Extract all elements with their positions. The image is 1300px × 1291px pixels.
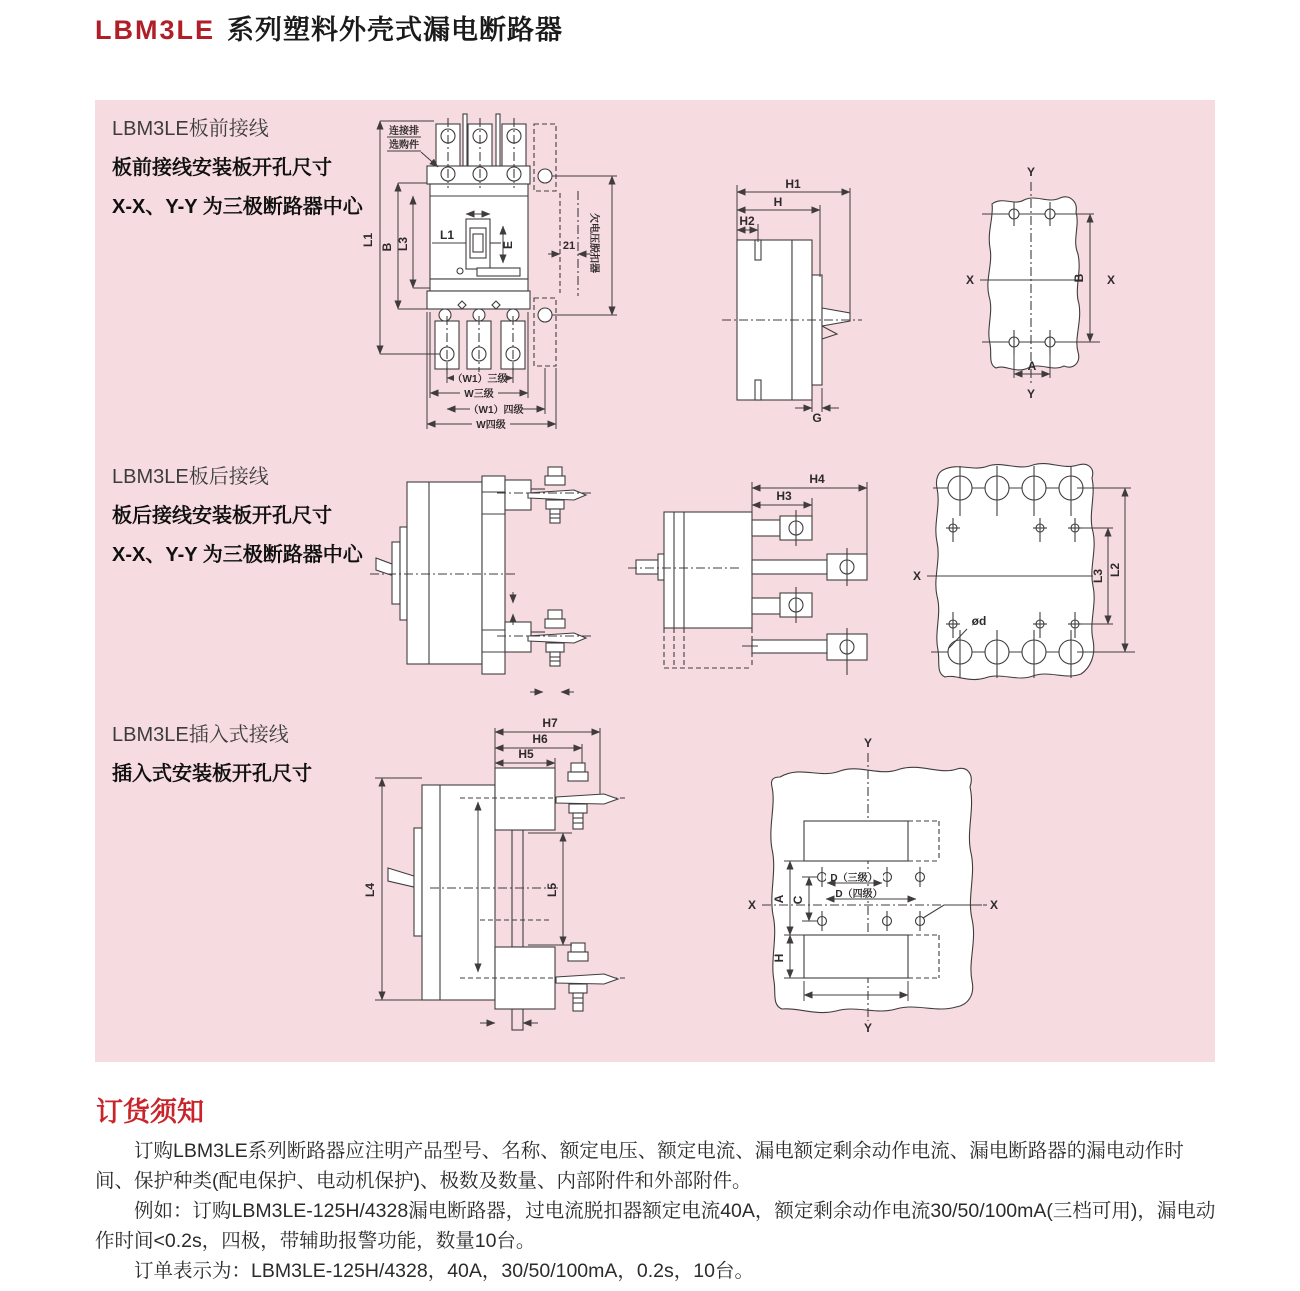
dim-label-21: 21 — [562, 240, 576, 252]
dim-label-H1: H1 — [785, 177, 801, 191]
section-subline: X-X、Y-Y 为三极断路器中心 — [112, 544, 363, 566]
section-subline: 板后接线安装板开孔尺寸 — [112, 505, 332, 527]
axis-label-Y-top: Y — [863, 736, 873, 750]
dim-label-W-3pole: W三级 — [464, 389, 494, 400]
dim-label-H2: H2 — [739, 214, 755, 228]
dim-label-H6: H6 — [532, 732, 548, 746]
notice-paragraph-requirements: 订购LBM3LE系列断路器应注明产品型号、名称、额定电压、额定电流、漏电额定剩余动作电流、漏电断路器的漏电动作时间、保护种类(配电保护、电动机保护)、极数及数量、内部附件和外部附件。 — [95, 1140, 1184, 1192]
section-rear-wiring-label — [112, 460, 392, 577]
dim-label-G: G — [812, 411, 822, 425]
page-title-text: 系列塑料外壳式漏电断路器 — [227, 15, 563, 45]
breaker-body — [388, 785, 495, 1000]
dim-label-D-3pole: D（三级） — [830, 873, 878, 884]
busbar-note-line1: 连接排 — [389, 126, 419, 137]
section-plugin-wiring-label — [112, 718, 392, 796]
axis-label-Y-bottom: Y — [863, 1021, 873, 1033]
dim-label-L1: L1 — [361, 232, 375, 248]
dim-label-C: C — [791, 895, 805, 905]
axis-label-X-right: X — [1106, 273, 1116, 287]
fourth-pole-dashed — [534, 124, 556, 366]
axis-label-X-left: X — [747, 898, 757, 912]
plate-outline — [988, 197, 1080, 370]
dim-label-W1-3pole: （W1）三级 — [452, 374, 508, 385]
dim-label-H: H — [772, 953, 786, 963]
axis-label-X-left: X — [965, 273, 975, 287]
axis-label-Y-top: Y — [1026, 165, 1036, 179]
ordering-notice-heading: 订货须知 — [96, 1097, 204, 1127]
axis-label-Y-bottom: Y — [1026, 387, 1036, 401]
busbar-note-line2: 选购件 — [389, 140, 419, 151]
axis-label-X: X — [912, 569, 922, 583]
section-heading: LBM3LE板前接线 — [112, 118, 269, 140]
page-title-model: LBM3LE — [95, 15, 215, 45]
dim-label-H5: H5 — [518, 747, 534, 761]
dim-label-L4: L4 — [363, 882, 377, 898]
dim-label-H4: H4 — [809, 472, 825, 486]
section-heading: LBM3LE板后接线 — [112, 466, 269, 488]
notice-paragraph-order-format: 订单表示为：LBM3LE-125H/4328，40A，30/50/100mA，0.2s，10台。 — [134, 1260, 754, 1282]
busbar-arm-1 — [752, 510, 812, 546]
dim-label-L3: L3 — [1091, 568, 1105, 584]
dim-label-H: H — [773, 195, 783, 209]
dim-label-D-4pole: D（四级） — [835, 889, 883, 900]
drawing-mounting-plate-rear — [903, 438, 1183, 708]
busbar-arm-2 — [752, 548, 867, 586]
undervoltage-release-label: 欠电压脱扣器 — [588, 213, 599, 273]
dim-label-B: B — [1072, 273, 1086, 283]
terminal-stud-bottom — [556, 943, 618, 1011]
notice-paragraph-example: 例如：订购LBM3LE-125H/4328漏电断路器，过电流脱扣器额定电流40A，额定剩余动作电流30/50/100mA(三档可用)，漏电动作时间<0.2s，四极，带辅助报警功能，数量10台。 — [95, 1200, 1216, 1252]
drawing-mounting-plate-plugin — [742, 733, 1022, 1033]
breaker-body — [628, 512, 752, 668]
breaker-side-outline — [376, 476, 531, 674]
section-subline: 板前接线安装板开孔尺寸 — [112, 157, 332, 179]
drawing-mounting-plate-front — [952, 152, 1202, 422]
dim-label-A: A — [1027, 359, 1037, 373]
dim-label-L2: L2 — [1108, 562, 1122, 578]
busbar-arm-3 — [752, 587, 812, 623]
dim-label-B: B — [380, 242, 394, 252]
axis-label-X-right: X — [989, 898, 999, 912]
dim-label-L1-inner: L1 — [439, 228, 455, 242]
drawing-rear-wiring-side — [362, 452, 642, 712]
drawing-rear-wiring-busbars — [622, 450, 912, 710]
dim-label-L5: L5 — [545, 882, 559, 898]
section-heading: LBM3LE插入式接线 — [112, 724, 289, 746]
dim-label-W1-4pole: （W1）四级 — [468, 405, 524, 416]
section-subline: 插入式安装板开孔尺寸 — [112, 763, 312, 785]
busbar-arm-4 — [742, 628, 867, 675]
drawing-plugin-side — [360, 710, 675, 1050]
section-front-wiring-label — [112, 112, 392, 229]
section-subline: X-X、Y-Y 为三极断路器中心 — [112, 196, 363, 218]
dim-label-H3: H3 — [776, 489, 792, 503]
ordering-notice-body — [95, 1136, 1220, 1286]
drawing-side-view-front-wiring — [700, 150, 950, 425]
dim-label-E: E — [501, 240, 515, 250]
terminal-stud-top — [556, 763, 618, 829]
dim-label-hole-diameter: ød — [971, 614, 987, 628]
page-title — [95, 8, 563, 47]
dim-label-W-4pole: W四级 — [476, 420, 506, 431]
dim-label-A: A — [772, 894, 786, 904]
drawing-front-view — [360, 106, 655, 441]
dim-label-H7: H7 — [542, 716, 558, 730]
dim-label-L3: L3 — [396, 236, 410, 252]
